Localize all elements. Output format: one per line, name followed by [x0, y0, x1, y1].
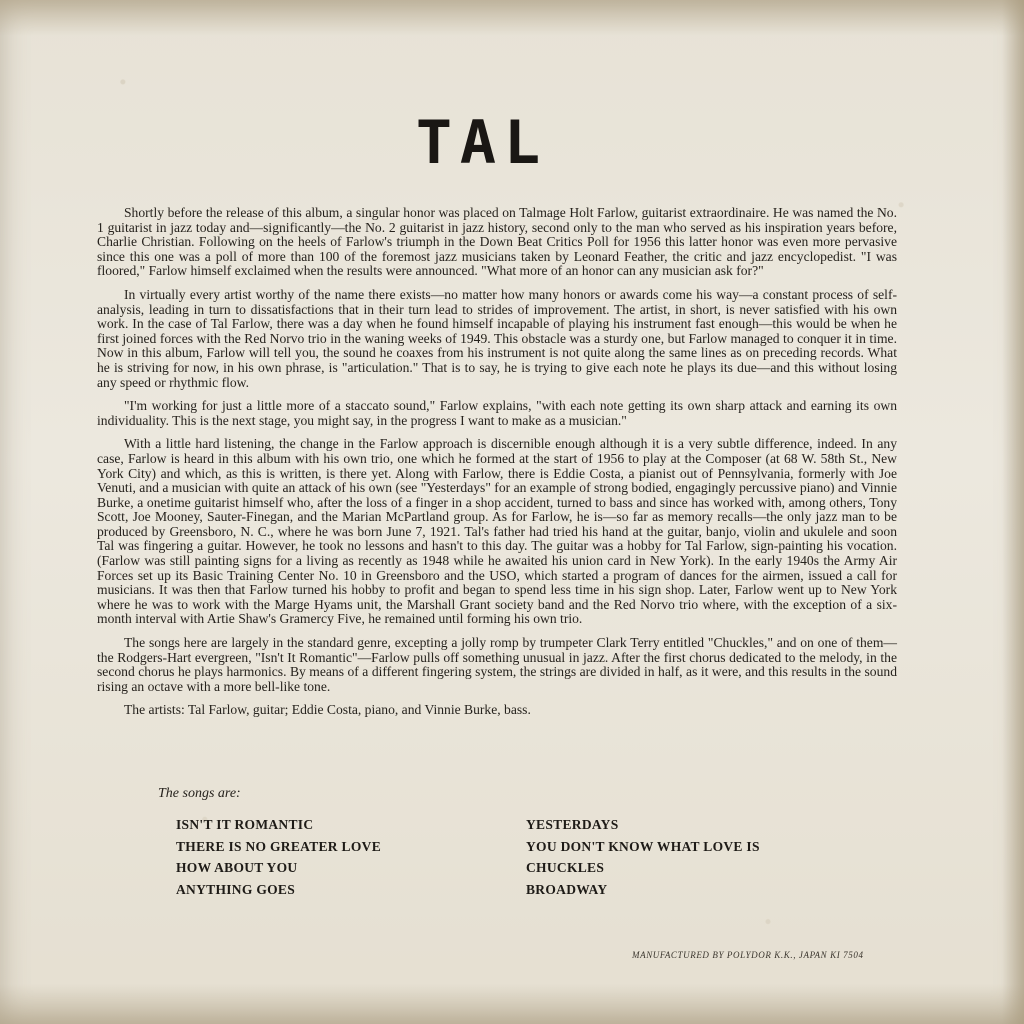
manufacturer-credit: MANUFACTURED BY POLYDOR K.K., JAPAN KI 7504	[632, 950, 864, 960]
liner-paragraph: "I'm working for just a little more of a staccato sound," Farlow explains, "with each note getting its own sharp attack and earning its own individuality. This is the next stage, you might say, in the progress I want to make as a musician."	[97, 398, 897, 428]
liner-notes	[97, 206, 897, 727]
song-title: ISN'T IT ROMANTIC	[176, 817, 314, 832]
worn-edge-bottom	[0, 984, 1024, 1024]
song-title: HOW ABOUT YOU	[176, 860, 298, 875]
song-title: YESTERDAYS	[526, 817, 619, 832]
album-title: TAL	[415, 108, 549, 178]
song-title: CHUCKLES	[526, 860, 605, 875]
worn-edge-top	[0, 0, 1024, 36]
liner-paragraph: The songs here are largely in the standard genre, excepting a jolly romp by trumpeter Clark Terry entitled "Chuckles," and on one of them—the Rodgers-Hart evergreen, "Isn't It Romantic"—Farlow pulls off something unusual in jazz. After the first chorus dedicated to the melody, in the second chorus he plays harmonics. By means of a different fingering system, the strings are divided in half, as it were, and this results in the sound rising an octave with a more bell-like tone.	[97, 635, 897, 694]
song-list-right	[526, 814, 760, 900]
song-title: BROADWAY	[526, 881, 608, 897]
liner-paragraph: In virtually every artist worthy of the name there exists—no matter how many honors or awards come his way—a constant process of self-analysis, leading in turn to dissatisfactions that in their turn lead to strides of improvement. The artist, in short, is never satisfied with his own work. In the case of Tal Farlow, there was a day when he found himself incapable of playing his instrument fast enough—this would be when he first joined forces with the Red Norvo trio in the waning weeks of 1949. This obstacle was a sturdy one, but Farlow managed to conquer it in time. Now in this album, Farlow will tell you, the sound he coaxes from his instrument is not quite along the same lines as on preceding records. What he is striving for now, in his own phrase, is "articulation." That is to say, he is trying to give each note he plays its due—and this without losing any speed or rhythmic flow.	[97, 286, 897, 390]
artists-line: The artists: Tal Farlow, guitar; Eddie Costa, piano, and Vinnie Burke, bass.	[124, 702, 531, 718]
song-title: THERE IS NO GREATER LOVE	[176, 838, 381, 854]
liner-paragraph: Shortly before the release of this album, a singular honor was placed on Talmage Holt Farlow, guitarist extraordinaire. He was named the No. 1 guitarist in jazz today and—significantly—the No. 2 guitarist in jazz history, second only to the man who served as his inspiration years before, Charlie Christian. Following on the heels of Farlow's triumph in the Down Beat Critics Poll for 1956 this latter honor was even more pervasive since this one was a poll of more than 100 of the foremost jazz musicians taken by Leonard Feather, the critic and jazz encyclopedist. "I was floored," Farlow himself exclaimed when the results were announced. "What more of an honor can any musician ask for?"	[97, 205, 897, 279]
song-list-left	[176, 814, 381, 900]
liner-paragraph: With a little hard listening, the change in the Farlow approach is discernible enough although it is a very subtle difference, indeed. In any case, Farlow is heard in this album with his own trio, one which he formed at the start of 1956 to play at the Composer (at 68 W. 58th St., New York City) and which, as this is written, is there yet. Along with Farlow, there is Eddie Costa, a pianist out of Pennsylvania, formerly with Joe Venuti, and a musician with quite an attack of his own (see "Yesterdays" for an example of strong bodied, engagingly percussive piano) and Vinnie Burke, a onetime guitarist himself who, after the loss of a finger in a shop accident, turned to bass and since has worked with, among others, Tony Scott, Joe Mooney, Sauter-Finegan, and the Marian McPartland group. As for Farlow, he is—so far as memory recalls—the only jazz man to be produced by Greensboro, N. C., where he was born June 7, 1921. Tal's father had tried his hand at the guitar, banjo, violin and ukulele and soon Tal was fingering a guitar. However, he took no lessons and hasn't to this day. The guitar was a hobby for Tal Farlow, sign-painting his vocation. (Farlow was still painting signs for a living as recently as 1948 while he awaited his union card in New York). In the early 1940s the Army Air Forces set up its Basic Training Center No. 10 in Greensboro and the USO, which started a program of dances for the airmen, issued a call for musicians. It was then that Farlow turned his hobby to profit and began to spend less time in his sign shop. Later, Farlow went up to New York where he was to work with the Marge Hyams unit, the Marshall Grant society band and the Red Norvo trio where, with the exception of a six-month interval with Artie Shaw's Gramercy Five, he remained until forming his own trio.	[97, 436, 897, 627]
worn-edge-right	[1002, 0, 1024, 1024]
song-title: YOU DON'T KNOW WHAT LOVE IS	[526, 838, 760, 854]
songs-heading: The songs are:	[158, 786, 241, 801]
song-title: ANYTHING GOES	[176, 881, 296, 897]
